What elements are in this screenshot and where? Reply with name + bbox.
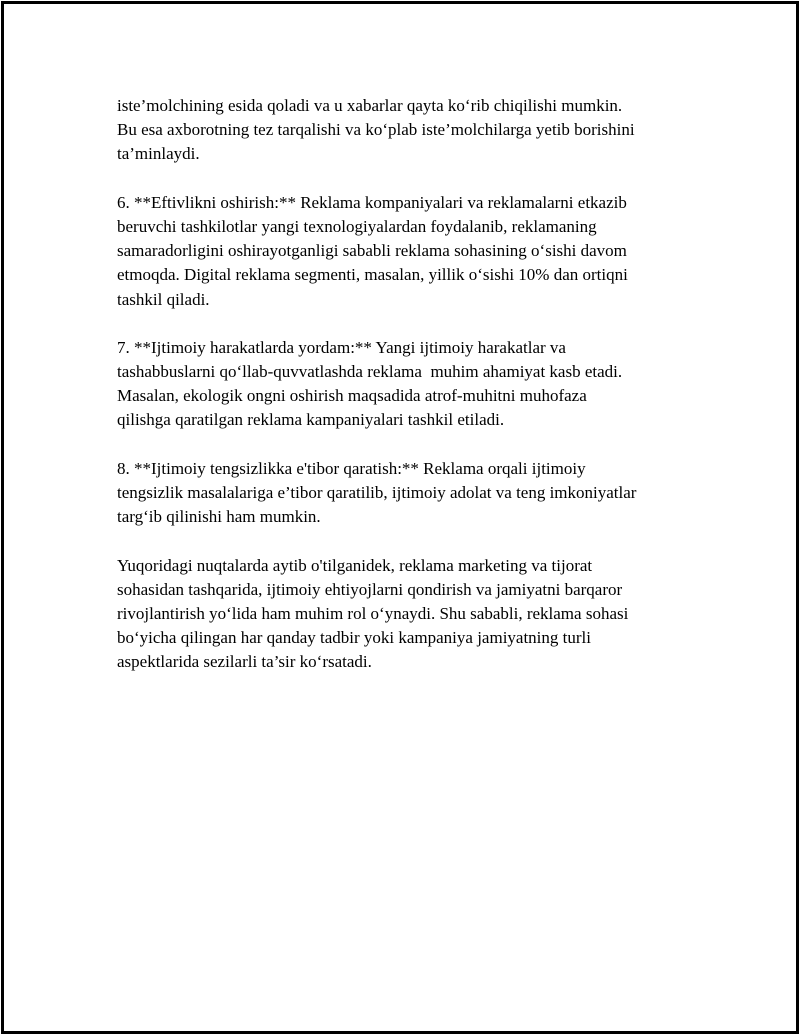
paragraph-item-8: [117, 457, 697, 530]
text-line: rivojlantirish yo‘lida ham muhim rol o‘ynaydi. Shu sababli, reklama sohasi: [117, 603, 629, 623]
text-line: targ‘ib qilinishi ham mumkin.: [117, 507, 321, 527]
text-line: Yuqoridagi nuqtalarda aytib o'tilganidek, reklama marketing va tijorat: [117, 555, 593, 575]
text-line: aspektlarida sezilarli ta’sir ko‘rsatadi.: [117, 652, 372, 672]
paragraph-conclusion: [117, 554, 697, 675]
text-line: 7. **Ijtimoiy harakatlarda yordam:** Yangi ijtimoiy harakatlar va: [117, 337, 566, 357]
text-line: tengsizlik masalalariga e’tibor qaratilib, ijtimoiy adolat va teng imkoniyatlar: [117, 483, 637, 502]
text-line: tashabbuslarni qo‘llab-quvvatlashda reklama muhim ahamiyat kasb etadi.: [117, 362, 623, 382]
text-line: beruvchi tashkilotlar yangi texnologiyalardan foydalanib, reklamaning: [117, 216, 597, 236]
text-line: Masalan, ekologik ongni oshirish maqsadida atrof-muhitni muhofaza: [117, 386, 587, 406]
paragraph-continuation: [117, 94, 697, 167]
text-line: tashkil qiladi.: [117, 289, 210, 309]
text-line: Bu esa axborotning tez tarqalishi va ko‘plab iste’molchilarga yetib borishini: [117, 120, 635, 140]
paragraph-item-6: [117, 191, 697, 312]
text-line: etmoqda. Digital reklama segmenti, masalan, yillik o‘sishi 10% dan ortiqni: [117, 265, 628, 285]
text-line: ta’minlaydi.: [117, 144, 200, 164]
text-line: 8. **Ijtimoiy tengsizlikka e'tibor qaratish:** Reklama orqali ijtimoiy: [117, 458, 586, 478]
text-line: 6. **Eftivlikni oshirish:** Reklama kompaniyalari va reklamalarni etkazib: [117, 192, 627, 212]
text-line: bo‘yicha qilingan har qanday tadbir yoki kampaniya jamiyatning turli: [117, 628, 591, 648]
text-line: samaradorligini oshirayotganligi sababli reklama sohasining o‘sishi davom: [117, 241, 627, 261]
document-body: [117, 94, 697, 699]
text-line: sohasidan tashqarida, ijtimoiy ehtiyojlarni qondirish va jamiyatni barqaror: [117, 579, 623, 599]
paragraph-item-7: [117, 336, 697, 433]
text-line: iste’molchining esida qoladi va u xabarlar qayta ko‘rib chiqilishi mumkin.: [117, 96, 623, 115]
text-line: qilishga qaratilgan reklama kampaniyalari tashkil etiladi.: [117, 410, 505, 430]
